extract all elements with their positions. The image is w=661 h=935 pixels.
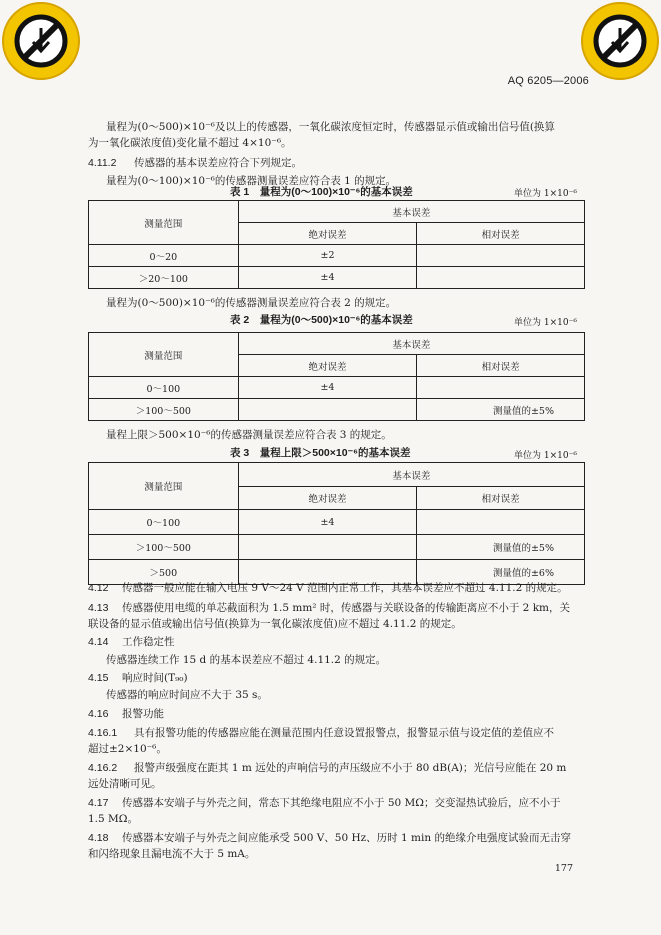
header-basic-error: 基本误差 bbox=[238, 463, 584, 487]
section-number: 4.15 bbox=[88, 672, 109, 684]
cell-absolute bbox=[238, 399, 417, 421]
page-number: 177 bbox=[554, 863, 573, 874]
section-text: 传感器本安端子与外壳之间应能承受 500 V、50 Hz、历时 1 min 的绝缘介电强度试验而无击穿 bbox=[122, 832, 571, 844]
pdf-xchange-badge-left[interactable] bbox=[0, 0, 82, 82]
table-row bbox=[89, 399, 585, 421]
header-relative-error: 相对误差 bbox=[417, 487, 585, 510]
section-number: 4.11.2 bbox=[88, 157, 117, 169]
header-basic-error: 基本误差 bbox=[238, 201, 584, 223]
error-table-3 bbox=[88, 462, 585, 585]
table-unit: 单位为 1×10⁻⁶ bbox=[514, 451, 577, 461]
error-table-1 bbox=[88, 200, 585, 289]
section-heading: 响应时间(T₉₀) bbox=[122, 672, 188, 684]
section-number: 4.13 bbox=[88, 602, 109, 614]
paragraph-line: 传感器连续工作 15 d 的基本误差应不超过 4.11.2 的规定。 bbox=[106, 654, 387, 666]
error-table-2 bbox=[88, 332, 585, 421]
cell-absolute bbox=[238, 535, 417, 560]
section-number: 4.14 bbox=[88, 636, 109, 648]
section-text: 传感器本安端子与外壳之间，常态下其绝缘电阻应不小于 50 MΩ；交变湿热试验后，应不小于 bbox=[122, 797, 561, 809]
cell-range: ＞100～500 bbox=[89, 535, 239, 560]
header-range: 测量范围 bbox=[89, 333, 239, 377]
paragraph-line: 为一氧化碳浓度值)变化量不超过 4×10⁻⁶。 bbox=[88, 137, 292, 149]
section-text: 超过±2×10⁻⁶。 bbox=[88, 743, 167, 755]
section-text: 1.5 MΩ。 bbox=[88, 813, 138, 825]
table-row bbox=[89, 377, 585, 399]
cell-relative bbox=[417, 267, 585, 289]
section-text: 远处清晰可见。 bbox=[88, 778, 162, 790]
header-absolute-error: 绝对误差 bbox=[238, 223, 417, 245]
cell-absolute: ±4 bbox=[238, 377, 417, 399]
section-heading: 报警功能 bbox=[122, 708, 164, 720]
cell-absolute: ±4 bbox=[238, 510, 417, 535]
paragraph-line: 量程为(0～100)×10⁻⁶的传感器测量误差应符合表 1 的规定。 bbox=[106, 175, 397, 187]
section-text: 联设备的显示值或输出信号值(换算为一氧化碳浓度值)应不超过 4.11.2 的规定。 bbox=[88, 618, 462, 630]
section-heading: 工作稳定性 bbox=[122, 636, 175, 648]
table-unit: 单位为 1×10⁻⁶ bbox=[514, 189, 577, 199]
section-text: 传感器使用电缆的单芯截面积为 1.5 mm² 时，传感器与关联设备的传输距离应不小于 2 km，关 bbox=[122, 602, 571, 614]
section-text: 具有报警功能的传感器应能在测量范围内任意设置报警点，报警显示值与设定值的差值应不 bbox=[134, 727, 554, 739]
cell-range: ＞500 bbox=[89, 560, 239, 585]
cell-range: ＞20～100 bbox=[89, 267, 239, 289]
section-number: 4.16.1 bbox=[88, 727, 118, 739]
header-range: 测量范围 bbox=[89, 201, 239, 245]
cell-relative bbox=[417, 377, 585, 399]
section-number: 4.16 bbox=[88, 708, 109, 720]
header-relative-error: 相对误差 bbox=[417, 223, 585, 245]
table-row bbox=[89, 245, 585, 267]
cell-relative bbox=[417, 510, 585, 535]
table-caption: 表 1 量程为(0～100)×10⁻⁶的基本误差 bbox=[230, 186, 413, 198]
cell-range: 0～20 bbox=[89, 245, 239, 267]
section-text: 传感器一般应能在输入电压 9 V～24 V 范围内正常工作，其基本误差应不超过 4.11.2 的规定。 bbox=[122, 582, 568, 594]
pdf-xchange-badge-right[interactable] bbox=[579, 0, 661, 82]
standard-code: AQ 6205—2006 bbox=[507, 75, 589, 87]
section-text: 报警声级强度在距其 1 m 远处的声响信号的声压级应不小于 80 dB(A)；光信号应能在 20 m bbox=[134, 762, 567, 774]
section-text: 传感器的基本误差应符合下列规定。 bbox=[134, 157, 302, 169]
cell-relative bbox=[417, 245, 585, 267]
paragraph-line: 量程为(0～500)×10⁻⁶及以上的传感器，一氧化碳浓度恒定时，传感器显示值或输出信号值(换算 bbox=[106, 121, 555, 133]
table-caption: 表 2 量程为(0～500)×10⁻⁶的基本误差 bbox=[230, 314, 413, 326]
paragraph-line: 量程上限＞500×10⁻⁶的传感器测量误差应符合表 3 的规定。 bbox=[106, 429, 392, 441]
cell-absolute: ±4 bbox=[238, 267, 417, 289]
header-absolute-error: 绝对误差 bbox=[238, 355, 417, 377]
cell-relative: 测量值的±6% bbox=[417, 560, 585, 585]
cell-range: 0～100 bbox=[89, 510, 239, 535]
section-text: 和闪络现象且漏电流不大于 5 mA。 bbox=[88, 848, 256, 860]
header-absolute-error: 绝对误差 bbox=[238, 487, 417, 510]
table-caption: 表 3 量程上限＞500×10⁻⁶的基本误差 bbox=[230, 447, 411, 459]
cell-range: 0～100 bbox=[89, 377, 239, 399]
table-row bbox=[89, 535, 585, 560]
paragraph-line: 传感器的响应时间应不大于 35 s。 bbox=[106, 689, 268, 701]
header-basic-error: 基本误差 bbox=[238, 333, 584, 355]
cell-absolute: ±2 bbox=[238, 245, 417, 267]
table-unit: 单位为 1×10⁻⁶ bbox=[514, 318, 577, 328]
table-row bbox=[89, 510, 585, 535]
cell-relative: 测量值的±5% bbox=[417, 399, 585, 421]
section-number: 4.16.2 bbox=[88, 762, 118, 774]
cell-relative: 测量值的±5% bbox=[417, 535, 585, 560]
header-range: 测量范围 bbox=[89, 463, 239, 510]
section-number: 4.17 bbox=[88, 797, 109, 809]
section-number: 4.18 bbox=[88, 832, 109, 844]
paragraph-line: 量程为(0～500)×10⁻⁶的传感器测量误差应符合表 2 的规定。 bbox=[106, 297, 397, 309]
cell-range: ＞100～500 bbox=[89, 399, 239, 421]
buy-now-badge-icon bbox=[0, 0, 82, 82]
buy-now-badge-icon bbox=[579, 0, 661, 82]
section-number: 4.12 bbox=[88, 582, 109, 594]
header-relative-error: 相对误差 bbox=[417, 355, 585, 377]
table-row bbox=[89, 267, 585, 289]
